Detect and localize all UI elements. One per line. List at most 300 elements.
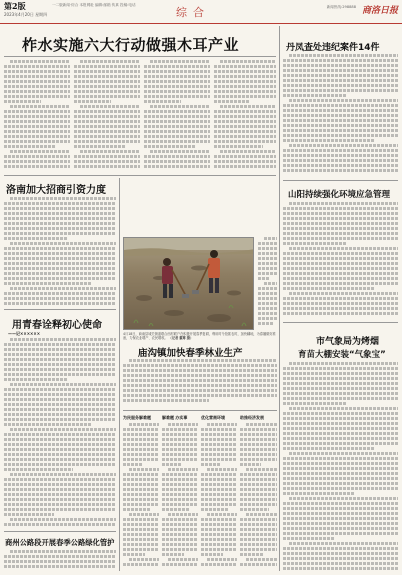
- left-article-3: [4, 550, 116, 572]
- text-line: [4, 483, 116, 486]
- left-article-2: [4, 338, 116, 528]
- text-line: [283, 164, 398, 167]
- text-line: [4, 70, 70, 73]
- text-line: [240, 538, 277, 541]
- text-line: [283, 482, 398, 485]
- text-line: [162, 548, 198, 551]
- text-line: [4, 257, 116, 260]
- text-line: [283, 257, 398, 260]
- text-line: [214, 145, 263, 148]
- text-line: [283, 282, 398, 285]
- text-line: [214, 160, 276, 163]
- text-line: [74, 160, 140, 163]
- text-line: [162, 488, 198, 491]
- masthead: [0, 0, 402, 24]
- bottom-col2-head: 解难题 办实事: [162, 415, 188, 420]
- text-line: [240, 493, 277, 496]
- text-line: [214, 110, 276, 113]
- text-line: [144, 115, 210, 118]
- text-line: [289, 99, 398, 102]
- text-line: [283, 149, 398, 152]
- text-line: [4, 453, 116, 456]
- text-line: [123, 453, 159, 456]
- text-line: [289, 202, 398, 205]
- text-line: [214, 70, 276, 73]
- text-line: [4, 463, 116, 466]
- text-line: [240, 463, 261, 466]
- text-line: [283, 169, 398, 172]
- text-line: [4, 488, 116, 491]
- text-line: [4, 565, 116, 568]
- text-line: [10, 60, 70, 63]
- text-line: [144, 135, 210, 138]
- text-line: [144, 75, 210, 78]
- text-line: [4, 207, 116, 210]
- text-line: [201, 493, 237, 496]
- text-line: [4, 292, 116, 295]
- text-line: [74, 70, 140, 73]
- text-line: [283, 232, 398, 235]
- text-line: [283, 527, 398, 530]
- bottom-col4-head: 助推经济发展: [240, 415, 264, 420]
- text-line: [289, 362, 398, 365]
- text-line: [214, 80, 276, 83]
- text-line: [144, 65, 210, 68]
- text-line: [123, 533, 159, 536]
- text-line: [74, 110, 140, 113]
- text-line: [240, 453, 277, 456]
- text-line: [162, 503, 198, 506]
- text-line: [283, 272, 398, 275]
- text-line: [4, 368, 116, 371]
- text-line: [240, 523, 277, 526]
- text-line: [283, 547, 398, 550]
- text-line: [144, 140, 210, 143]
- text-line: [283, 227, 398, 230]
- left-headline-2: 用青春诠释初心使命: [12, 320, 102, 331]
- text-line: [74, 85, 140, 88]
- main-article-col-4: [214, 60, 276, 172]
- text-line: [258, 262, 277, 265]
- newspaper-logo: 商洛日报: [361, 6, 398, 16]
- text-line: [246, 423, 277, 426]
- text-line: [283, 552, 398, 555]
- text-line: [214, 85, 276, 88]
- left-headline-3: 商州公路段开展春季公路绿化管护: [5, 538, 115, 547]
- text-line: [240, 553, 263, 556]
- text-line: [258, 317, 277, 320]
- text-line: [201, 453, 237, 456]
- text-line: [283, 447, 374, 450]
- text-line: [240, 428, 277, 431]
- text-line: [201, 463, 221, 466]
- left-subhead-2: ——记××××××: [8, 331, 41, 336]
- text-line: [4, 438, 116, 441]
- text-line: [283, 457, 398, 460]
- text-line: [123, 498, 159, 501]
- text-line: [283, 377, 398, 380]
- text-line: [74, 135, 140, 138]
- text-line: [4, 358, 116, 361]
- text-line: [10, 428, 116, 431]
- text-line: [283, 372, 398, 375]
- text-line: [258, 242, 277, 245]
- text-line: [80, 150, 140, 153]
- center-headline-forestry: 庙沟镇加快春季林业生产: [138, 348, 243, 359]
- text-line: [162, 433, 198, 436]
- text-line: [162, 498, 198, 501]
- text-line: [283, 562, 398, 565]
- photo-caption-text: 4月18日，商南县城关街道联合西村联户在积极开展春季复耕，利用时令抢抓农时，加快翻地，为春播做好准备，力保农业增产、农民增收。: [123, 332, 276, 341]
- text-line: [214, 75, 276, 78]
- text-line: [214, 115, 276, 118]
- text-line: [123, 563, 159, 566]
- issue-date: 2023年4月20日 星期四: [4, 12, 48, 17]
- text-line: [201, 553, 223, 556]
- news-photo-farmers-digging: [123, 237, 254, 330]
- text-line: [129, 468, 159, 471]
- text-line: [4, 115, 70, 118]
- text-line: [240, 543, 277, 546]
- text-line: [258, 252, 277, 255]
- bottom-article-3: [201, 423, 237, 571]
- text-line: [246, 513, 277, 516]
- text-line: [283, 392, 398, 395]
- text-line: [4, 135, 70, 138]
- text-line: [240, 488, 277, 491]
- text-line: [4, 80, 70, 83]
- text-line: [4, 408, 116, 411]
- text-line: [74, 75, 140, 78]
- text-line: [162, 473, 198, 476]
- text-line: [283, 487, 398, 490]
- text-line: [162, 493, 198, 496]
- text-line: [4, 458, 116, 461]
- text-line: [283, 69, 398, 72]
- text-line: [283, 262, 398, 265]
- text-line: [123, 503, 159, 506]
- text-line: [4, 125, 70, 128]
- text-line: [162, 448, 198, 451]
- text-line: [4, 560, 116, 563]
- text-line: [4, 403, 116, 406]
- text-line: [283, 207, 398, 210]
- text-line: [201, 498, 237, 501]
- text-line: [4, 343, 116, 346]
- text-line: [162, 518, 198, 521]
- text-line: [4, 130, 70, 133]
- text-line: [240, 458, 277, 461]
- text-line: [201, 508, 229, 511]
- text-line: [10, 197, 116, 200]
- text-line: [4, 503, 116, 506]
- text-line: [123, 379, 277, 382]
- text-line: [4, 353, 116, 356]
- text-line: [162, 508, 190, 511]
- text-line: [283, 217, 398, 220]
- text-line: [10, 473, 116, 476]
- text-line: [123, 369, 277, 372]
- text-line: [283, 119, 398, 122]
- text-line: [4, 272, 116, 275]
- text-line: [4, 555, 116, 558]
- text-line: [10, 338, 116, 341]
- text-line: [240, 533, 277, 536]
- text-line: [4, 418, 116, 421]
- main-article-col-1: [4, 60, 70, 172]
- text-line: [123, 433, 159, 436]
- text-line: [283, 462, 398, 465]
- text-line: [4, 398, 116, 401]
- text-line: [4, 65, 70, 68]
- text-line: [289, 452, 398, 455]
- text-line: [4, 302, 116, 305]
- text-line: [162, 428, 198, 431]
- text-line: [162, 438, 198, 441]
- text-line: [4, 140, 70, 143]
- text-line: [123, 384, 277, 387]
- text-line: [201, 488, 237, 491]
- text-line: [4, 222, 116, 225]
- text-line: [289, 144, 398, 147]
- text-line: [80, 60, 140, 63]
- text-line: [4, 433, 116, 436]
- text-line: [162, 553, 184, 556]
- text-line: [214, 120, 276, 123]
- text-line: [74, 100, 111, 103]
- text-line: [4, 523, 116, 526]
- text-line: [289, 292, 398, 295]
- center-side-article: [258, 237, 277, 330]
- text-line: [123, 493, 159, 496]
- text-line: [10, 105, 70, 108]
- text-line: [123, 508, 151, 511]
- text-line: [240, 563, 277, 566]
- text-line: [4, 378, 67, 381]
- text-line: [258, 267, 277, 270]
- text-line: [123, 458, 159, 461]
- text-line: [144, 110, 210, 113]
- text-line: [283, 94, 347, 97]
- main-headline: 柞水实施六大行动做强木耳产业: [22, 36, 240, 54]
- text-line: [289, 407, 398, 410]
- text-line: [129, 558, 159, 561]
- news-hotline: 新闻热线:298888: [326, 5, 356, 9]
- text-line: [201, 503, 237, 506]
- text-line: [283, 477, 398, 480]
- text-line: [289, 497, 398, 500]
- text-line: [201, 538, 237, 541]
- text-line: [4, 165, 70, 168]
- text-line: [162, 523, 198, 526]
- right-headline-3a: 市气象局为烤烟: [316, 337, 380, 347]
- text-line: [283, 422, 398, 425]
- text-line: [4, 247, 116, 250]
- text-line: [74, 120, 140, 123]
- text-line: [123, 518, 159, 521]
- text-line: [4, 202, 116, 205]
- text-line: [240, 478, 277, 481]
- text-line: [283, 472, 398, 475]
- text-line: [283, 79, 398, 82]
- text-line: [214, 165, 276, 168]
- text-line: [123, 463, 143, 466]
- text-line: [283, 307, 398, 310]
- text-line: [201, 478, 237, 481]
- text-line: [201, 518, 237, 521]
- text-line: [264, 282, 277, 285]
- text-line: [283, 287, 374, 290]
- text-line: [4, 267, 116, 270]
- text-line: [144, 125, 210, 128]
- text-line: [201, 528, 237, 531]
- text-line: [150, 150, 210, 153]
- text-line: [144, 120, 210, 123]
- text-line: [150, 60, 210, 63]
- text-line: [258, 257, 277, 260]
- text-line: [162, 528, 198, 531]
- text-line: [123, 374, 277, 377]
- text-line: [150, 105, 210, 108]
- text-line: [129, 423, 159, 426]
- text-line: [123, 448, 159, 451]
- text-line: [162, 533, 198, 536]
- text-line: [258, 287, 277, 290]
- text-line: [4, 227, 116, 230]
- text-line: [289, 247, 398, 250]
- text-line: [246, 558, 277, 561]
- text-line: [220, 60, 276, 63]
- text-line: [283, 467, 398, 470]
- text-line: [207, 423, 237, 426]
- text-line: [162, 543, 198, 546]
- bottom-article-4: [240, 423, 277, 571]
- text-line: [214, 95, 276, 98]
- text-line: [4, 212, 116, 215]
- text-line: [4, 478, 116, 481]
- text-line: [283, 402, 347, 405]
- text-line: [123, 473, 159, 476]
- text-line: [4, 498, 116, 501]
- text-line: [258, 247, 277, 250]
- text-line: [10, 518, 116, 521]
- text-line: [283, 267, 398, 270]
- text-line: [283, 312, 398, 315]
- text-line: [4, 155, 70, 158]
- text-line: [4, 75, 70, 78]
- text-line: [123, 523, 159, 526]
- text-line: [207, 558, 237, 561]
- text-line: [4, 493, 116, 496]
- text-line: [283, 89, 398, 92]
- text-line: [74, 80, 140, 83]
- text-line: [4, 217, 116, 220]
- text-line: [74, 145, 126, 148]
- text-line: [74, 90, 140, 93]
- text-line: [240, 473, 277, 476]
- text-line: [214, 125, 276, 128]
- text-line: [240, 498, 277, 501]
- text-line: [201, 428, 237, 431]
- text-line: [4, 237, 67, 240]
- text-line: [4, 363, 116, 366]
- text-line: [201, 533, 237, 536]
- text-line: [123, 553, 145, 556]
- text-line: [201, 448, 237, 451]
- text-line: [283, 382, 398, 385]
- text-line: [201, 438, 237, 441]
- text-line: [283, 532, 398, 535]
- right-article-1: [283, 54, 398, 176]
- left-article-1: [4, 197, 116, 307]
- text-line: [240, 433, 277, 436]
- text-line: [283, 237, 398, 240]
- text-line: [240, 443, 277, 446]
- text-line: [201, 443, 237, 446]
- text-line: [283, 397, 398, 400]
- text-line: [283, 64, 398, 67]
- text-line: [201, 563, 237, 566]
- text-line: [4, 95, 70, 98]
- text-line: [4, 85, 70, 88]
- text-line: [10, 287, 116, 290]
- text-line: [201, 543, 237, 546]
- text-line: [201, 523, 237, 526]
- text-line: [74, 125, 140, 128]
- text-line: [201, 473, 237, 476]
- text-line: [258, 277, 269, 280]
- text-line: [220, 105, 276, 108]
- text-line: [214, 130, 276, 133]
- text-line: [246, 468, 277, 471]
- text-line: [144, 130, 210, 133]
- text-line: [4, 393, 116, 396]
- text-line: [214, 135, 276, 138]
- text-line: [240, 508, 269, 511]
- text-line: [144, 95, 210, 98]
- text-line: [129, 513, 159, 516]
- text-line: [283, 154, 398, 157]
- right-article-3: [283, 362, 398, 572]
- text-line: [4, 145, 56, 148]
- text-line: [220, 150, 276, 153]
- text-line: [4, 262, 116, 265]
- text-line: [214, 90, 276, 93]
- text-line: [240, 518, 277, 521]
- text-line: [74, 115, 140, 118]
- text-line: [283, 252, 398, 255]
- text-line: [4, 252, 116, 255]
- text-line: [123, 443, 159, 446]
- text-line: [258, 312, 277, 315]
- text-line: [283, 507, 398, 510]
- text-line: [123, 538, 159, 541]
- text-line: [283, 159, 398, 162]
- main-article-col-2: [74, 60, 140, 172]
- text-line: [4, 160, 70, 163]
- text-line: [283, 417, 398, 420]
- text-line: [144, 85, 210, 88]
- text-line: [162, 458, 198, 461]
- text-line: [168, 468, 198, 471]
- text-line: [258, 292, 277, 295]
- text-line: [283, 134, 398, 137]
- text-line: [240, 448, 277, 451]
- text-line: [123, 488, 159, 491]
- text-line: [4, 468, 73, 471]
- text-line: [4, 373, 116, 376]
- text-line: [240, 483, 277, 486]
